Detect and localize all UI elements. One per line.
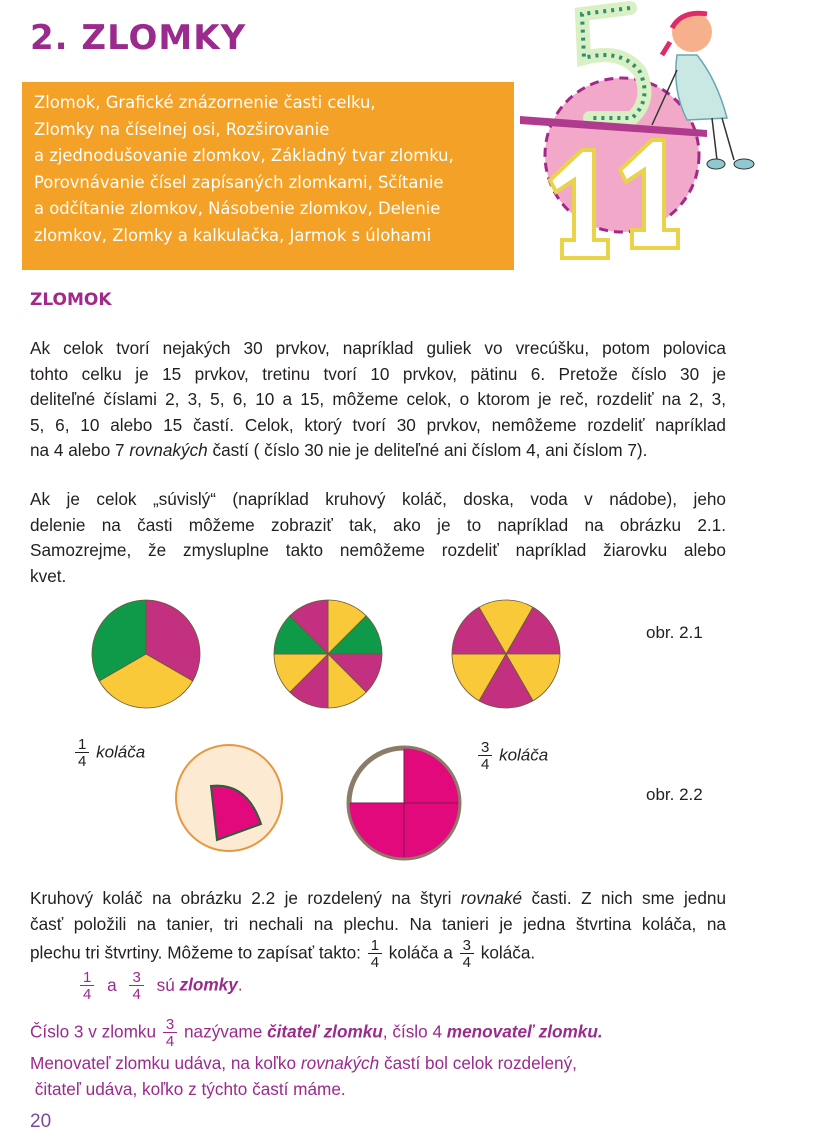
topics-line: Zlomok, Grafické znázornenie časti celku, [34,93,376,112]
paragraph-line [30,886,726,912]
topics-line: a zjednodušovanie zlomkov, Základný tvar zlomku, [34,146,454,166]
tray-with-three-quarters [346,745,462,861]
section-heading: ZLOMOK [30,290,112,310]
pie-thirds [90,598,202,710]
chapter-topics-box [22,82,514,270]
term-menovatel: menovateľ zlomku. [446,1021,603,1042]
text: nazývame [179,1021,268,1042]
numerator: 1 [75,737,89,753]
denominator: 4 [78,753,87,770]
paragraph-line: tohto celku je 15 prvkov, tretinu tvorí 10 prvkov, pätinu 6. Pretože číslo 30 je [30,363,726,384]
paragraph-2 [30,487,726,589]
text: a [107,974,117,995]
paragraph-line: Ak celok tvorí nejakých 30 prvkov, napríklad guliek vo vrecúšku, potom polovica [30,338,726,358]
text: častí ( číslo 30 nie je deliteľné ani číslom 4, ani číslom 7). [207,440,648,461]
emphasis: rovnakých [300,1053,380,1073]
denominator: 4 [165,1033,175,1050]
topics-line: Zlomky na číselnej osi, Rozširovanie [34,119,330,139]
paragraph-line: kvet. [30,565,67,586]
girl-dress [676,55,727,120]
term-zlomky: zlomky [179,974,238,995]
paragraph-1 [30,336,726,464]
chapter-title: 2. ZLOMKY [30,18,247,58]
fraction [163,1017,177,1049]
emphasis: rovnaké [460,888,523,908]
fraction-label-right [476,740,548,772]
denominator: 4 [370,954,380,971]
fractions-statement [78,970,243,1002]
text: na 4 alebo 7 [30,440,130,461]
text: Menovateľ zlomku udáva, na koľko [30,1053,301,1073]
fraction [80,970,94,1002]
text: . [237,974,243,995]
definition-line-3: čitateľ udáva, koľko z týchto častí máme. [30,1079,346,1099]
fraction-text: koláča [499,745,549,765]
fraction [478,740,492,772]
term-citatel: čitateľ zlomku [267,1021,383,1042]
topics-line: Porovnávanie čísel zapísaných zlomkami, Sčítanie [34,172,444,192]
paragraph-3 [30,886,726,937]
fraction-text: koláča [96,742,146,762]
fraction [368,938,382,970]
fraction-label-left [73,737,145,769]
topics-line: zlomkov, Zlomky a kalkulačka, Jarmok s úlohami [34,225,432,245]
denominator: 4 [481,756,490,773]
pink-ball [545,78,699,232]
text: koláča a [384,942,458,963]
numerator: 3 [129,970,143,986]
fraction [129,970,143,1002]
denominator: 4 [132,986,141,1003]
paragraph-line: Ak je celok „súvislý“ (napríklad kruhový koláč, doska, voda v nádobe), jeho [30,489,726,509]
pie-sixths [450,598,562,710]
numerator: 3 [478,740,492,756]
paragraph-line [30,938,535,970]
paragraph-line: časť položili na tanier, tri nechali na plechu. Na tanieri je jedna štvrtina koláča, na [30,913,726,934]
text: , číslo 4 [382,1021,447,1042]
figure-label-2-2: obr. 2.2 [646,785,703,804]
paragraph-line: 5, 6, 10 alebo 15 častí. Celok, ktorý tvorí 30 prvkov, nemôžeme rozdeliť napríklad [30,414,726,435]
paragraph-line: delenie na časti môžeme zobraziť tak, ako je to napríklad na obrázku 2.1. [30,514,726,535]
chapter-illustration [512,0,802,272]
text: častí bol celok rozdelený, [379,1053,577,1073]
numerator: 1 [80,970,94,986]
figure-label-2-1: obr. 2.1 [646,623,703,642]
denominator: 4 [462,954,471,971]
topics-line: a odčítanie zlomkov, Násobenie zlomkov, Delenie [34,199,441,219]
denominator: 4 [83,986,92,1003]
text: koláča. [475,942,536,963]
text: časti. Z nich sme jednu [522,888,726,908]
numerator: 3 [460,938,474,954]
text: Číslo 3 v zlomku [30,1021,161,1042]
fraction [460,938,474,970]
definition-line-1 [30,1017,603,1049]
emphasis: rovnakých [129,440,208,461]
numerator: 1 [368,938,382,954]
plate-with-quarter [173,742,285,854]
paragraph-line: Samozrejme, že zmysluplne takto nemôžeme rozdeliť napríklad žiarovku alebo [30,540,726,561]
paragraph-line [30,438,726,464]
text: Kruhový koláč na obrázku 2.2 je rozdelený na štyri [30,888,461,908]
pie-eighths [272,598,384,710]
fraction [75,737,89,769]
paragraph-line: deliteľné číslami 2, 3, 5, 6, 10 a 15, môžeme celok, o ktorom je reč, rozdeliť na 2, 3, [30,389,726,410]
text: sú [156,974,180,995]
text: plechu tri štvrtiny. Môžeme to zapísať takto: [30,942,366,963]
page-number: 20 [30,1111,52,1132]
definition-line-2 [30,1053,577,1074]
numerator: 3 [163,1017,177,1033]
